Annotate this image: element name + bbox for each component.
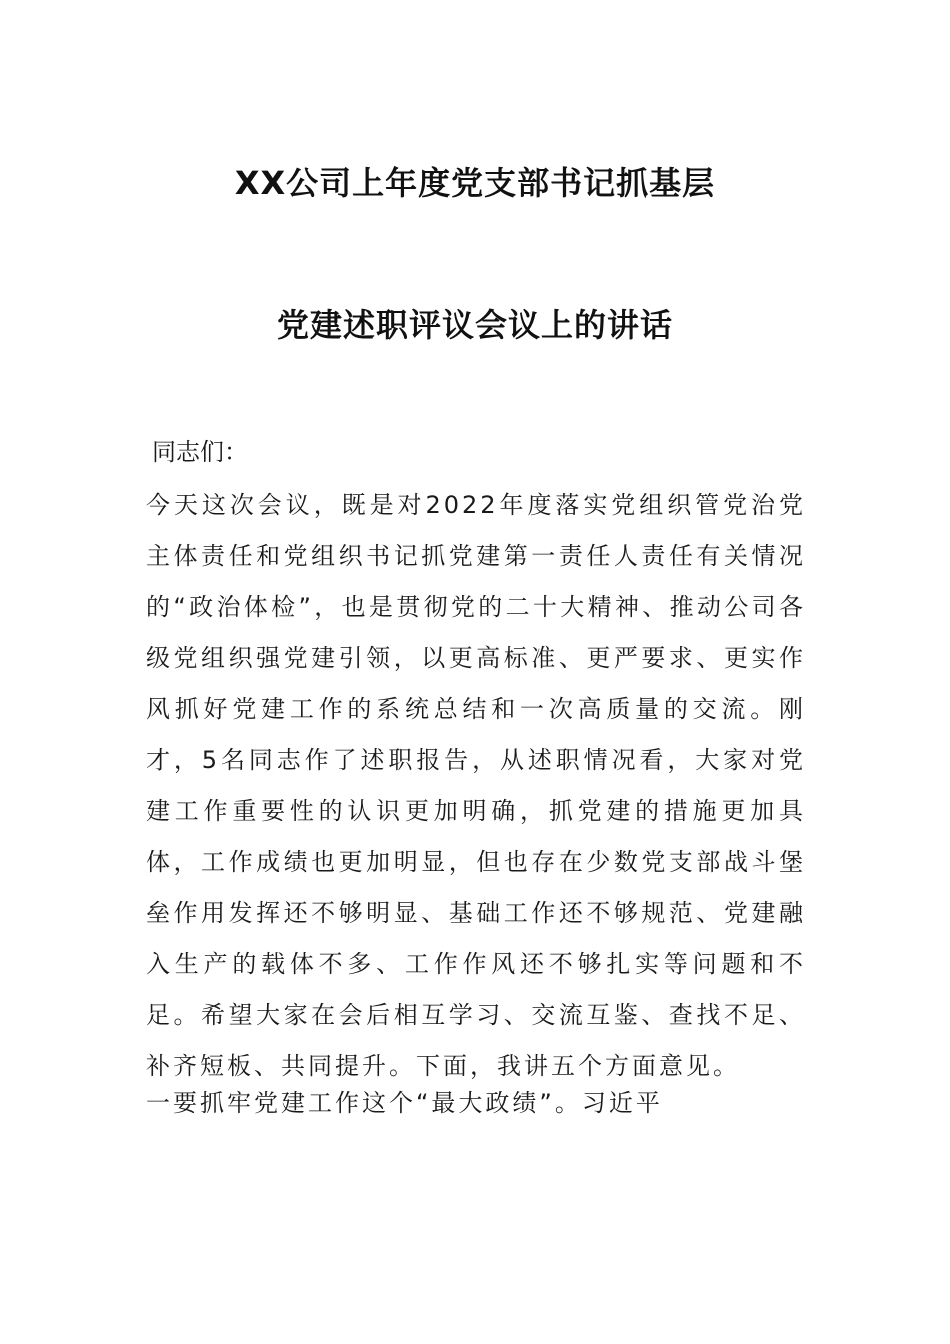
document-title-line-1: XX公司上年度党支部书记抓基层 — [234, 164, 716, 202]
paragraph-1: 今天这次会议，既是对2022年度落实党组织管党治党主体责任和党组织书记抓党建第一责任人责任有关情况的“政治体检”，也是贯彻党的二十大精神、推动公司各级党组织强党建引领，以更高标准、更严要求、更实作风抓好党建工作的系统总结和一次高质量的交流。刚才，5名同志作了述职报告，从述职情况看，大家对党建工作重要性的认识更加明确，抓党建的措施更加具体，工作成绩也更加明显，但也存在少数党支部战斗堡垒作用发挥还不够明显、基础工作还不够规范、党建融入生产的载体不多、工作作风还不够扎实等问题和不足。希望大家在会后相互学习、交流互鉴、查找不足、补齐短板、共同提升。下面，我讲五个方面意见。 — [146, 491, 806, 1080]
document-title-line-2: 党建述职评议会议上的讲话 — [276, 306, 673, 344]
salutation: 同志们： — [152, 438, 248, 466]
paragraph-2: 一要抓牢党建工作这个“最大政绩”。习近平 — [146, 1089, 663, 1117]
